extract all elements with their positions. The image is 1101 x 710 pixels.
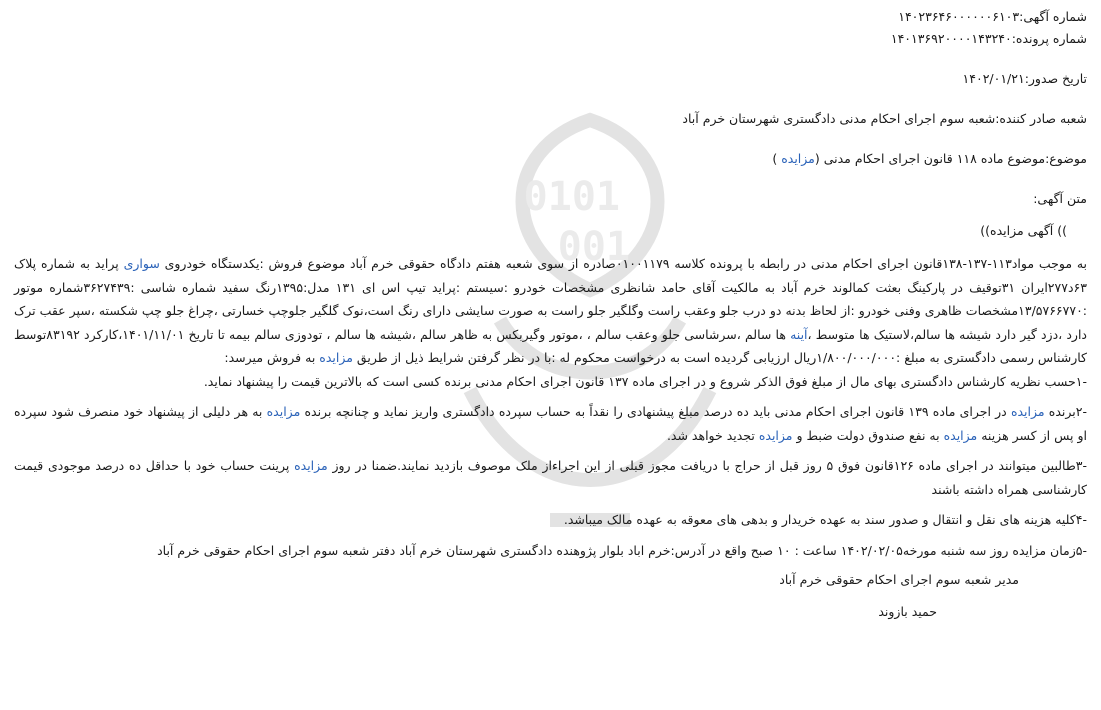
subject: موضوع ماده ۱۱۸ قانون اجرای احکام مدنی ( <box>814 151 1046 166</box>
svg-text:001: 001 <box>557 224 630 270</box>
subject-link-auction[interactable]: مزایده <box>781 151 815 166</box>
notice-paragraph-main <box>14 252 1087 370</box>
notice-paragraph-5: -۵زمان مزایده روز سه شنبه مورخه۱۴۰۲/۰۲/۰۵ ساعت : ۱۰ صبح واقع در آدرس:خرم اباد بلوار پژوهنده دادگستری شهرستان خرم آباد دفتر شعبه سوم اجرای احکام حقوقی خرم آباد <box>157 542 1087 558</box>
issue-date-label: تاریخ صدور: <box>1024 71 1087 86</box>
p4-text-b: پرینت حساب خود با حداقل ده درصد موجودی قیمت کارشناسی همراه داشته باشند <box>14 458 1087 497</box>
issuer-label: شعبه صادر کننده: <box>995 111 1087 126</box>
ad-number-label: شماره آگهی: <box>1019 9 1087 24</box>
link-mozayedeh-1[interactable]: مزایده <box>319 350 353 365</box>
link-mozayedeh-5[interactable]: مزایده <box>758 427 793 443</box>
p3-text-e: تجدید خواهد شد. <box>666 427 759 443</box>
notice-paragraph-1: -۱حسب نظریه کارشناس دادگستری بهای مال از مبلغ فوق الذکر شروع و در اجرای ماده ۱۳۷ قانون اجرای احکام مدنی برنده کسی است که بالاترین قیمت را پیشنهاد نماید. <box>203 373 1087 389</box>
notice-paragraph-2 <box>14 400 1087 447</box>
p3-text-a: -۲برنده <box>1044 404 1087 419</box>
issuer-row <box>14 108 1087 130</box>
link-mozayedeh-2[interactable]: مزایده <box>1010 404 1045 419</box>
link-savari[interactable]: سواری <box>123 256 160 271</box>
notice-paragraph-4: -۴کلیه هزینه های نقل و انتقال و صدور سند به عهده خریدار و بدهی های معوقه به عهده مالک میباشد. <box>563 512 1087 527</box>
issuer: شعبه سوم اجرای احکام مدنی دادگستری شهرستان خرم آباد <box>682 111 996 126</box>
p1-text-b: پراید به شماره پلاک ۶۳د۲۷۷ایران ۳۱توقیف در پارکینگ بعثت کمالوند خرم آباد به مالکیت آقای حامد شانظری مشخصات خودرو :سیستم :پراید تیپ اس ای ۱۳۱ مدل:۱۳۹۵رنگ سفید شماره شاسی :۳۶۲۷۴۳۹شماره موتور :۱۳/۵۷۶۶۷۷۰مشخصات ظاهری وفنی خودرو :از لحاظ بدنه دو درب جلو وعقب راست وگلگیر جلو راست به صورت سایشی دارای رنگ است،نوک گلگیر جلوچپ خسارتی ،چراغ جلو چپ شکسته ،سپر عقب ترک دارد ،دزد گیر دارد شیشه ها سالم،لاستیک ها متوسط ، <box>14 256 1087 342</box>
notice-title: )) آگهی مزایده)) <box>980 223 1067 238</box>
signature-title: مدیر شعبه سوم اجرای احکام حقوقی خرم آباد <box>779 572 1019 587</box>
notice-content <box>14 6 1087 623</box>
svg-text:0101: 0101 <box>523 174 620 220</box>
case-number-row <box>14 28 1087 50</box>
p4-text-a: -۳طالبین میتوانند در اجرای ماده ۱۲۶قانون فوق ۵ روز قبل از حراج با دریافت مجوز قبلی از این اجراءاز ملک موصوف بازدید نمایند.ضمنا در روز <box>327 458 1088 473</box>
p3-text-c: به هر دلیلی از پیشنهاد خود منصرف شود سپرده او پس از کسر هزینه <box>14 404 1087 443</box>
p3-text-b: در اجرای ماده ۱۳۹ قانون اجرای احکام مدنی باید ده درصد مبلغ پیشنهادی را نقداً به حساب سپرده دادگستری واریز نماید و چنانچه برنده <box>300 404 1011 419</box>
ad-number-row <box>14 6 1087 28</box>
case-number: ۱۴۰۱۳۶۹۲۰۰۰۰۱۴۳۲۴۰ <box>890 31 1012 46</box>
issue-date: ۱۴۰۲/۰۱/۲۱ <box>962 71 1025 86</box>
link-mozayedeh-4[interactable]: مزایده <box>943 427 978 443</box>
subject-end: ) <box>772 151 782 166</box>
p1-text-d: به فروش میرسد: <box>224 350 320 365</box>
body-label: متن آگهی: <box>1033 191 1087 206</box>
link-mozayedeh-6[interactable]: مزایده <box>294 458 328 473</box>
p1-text-c: ها سالم ،سرشاسی جلو وعقب سالم ، ،موتور وگیربکس به ظاهر سالم ،شیشه ها سالم ، تودوزی سالم بیمه تا تاریخ ۱۴۰۱/۱۱/۰۱،کارکرد ۸۳۱۹۲توسط کارشناس رسمی دادگستری به مبلغ :۱/۸۰۰/۰۰۰/۰۰۰ریال ارزیابی گردیده است به درخواست محکوم له :با در نظر گرفتن شرایط ذیل از طریق <box>14 326 1087 365</box>
case-number-label: شماره پرونده: <box>1011 31 1087 46</box>
subject-label: موضوع: <box>1045 151 1087 166</box>
p1-text-a: به موجب مواد۱۱۳-۱۳۷-۱۳۸قانون اجرای احکام مدنی در رابطه با پرونده کلاسه ۰۱۰۰۱۱۷۹صادره از سوی شعبه هفتم دادگاه حقوقی خرم آباد موضوع فروش :یکدستگاه خودروی <box>159 256 1088 271</box>
p3-text-d: به نفع صندوق دولت ضبط و <box>792 427 944 443</box>
issue-date-row <box>14 68 1087 90</box>
ad-number: ۱۴۰۲۳۶۴۶۰۰۰۰۰۰۶۱۰۳ <box>898 9 1020 24</box>
link-ayneh[interactable]: آینه <box>790 326 808 342</box>
subject-row <box>14 148 1087 170</box>
notice-paragraph-3 <box>14 454 1087 501</box>
link-mozayedeh-3[interactable]: مزایده <box>266 404 301 419</box>
signature-name: حمید بازوند <box>878 604 937 619</box>
